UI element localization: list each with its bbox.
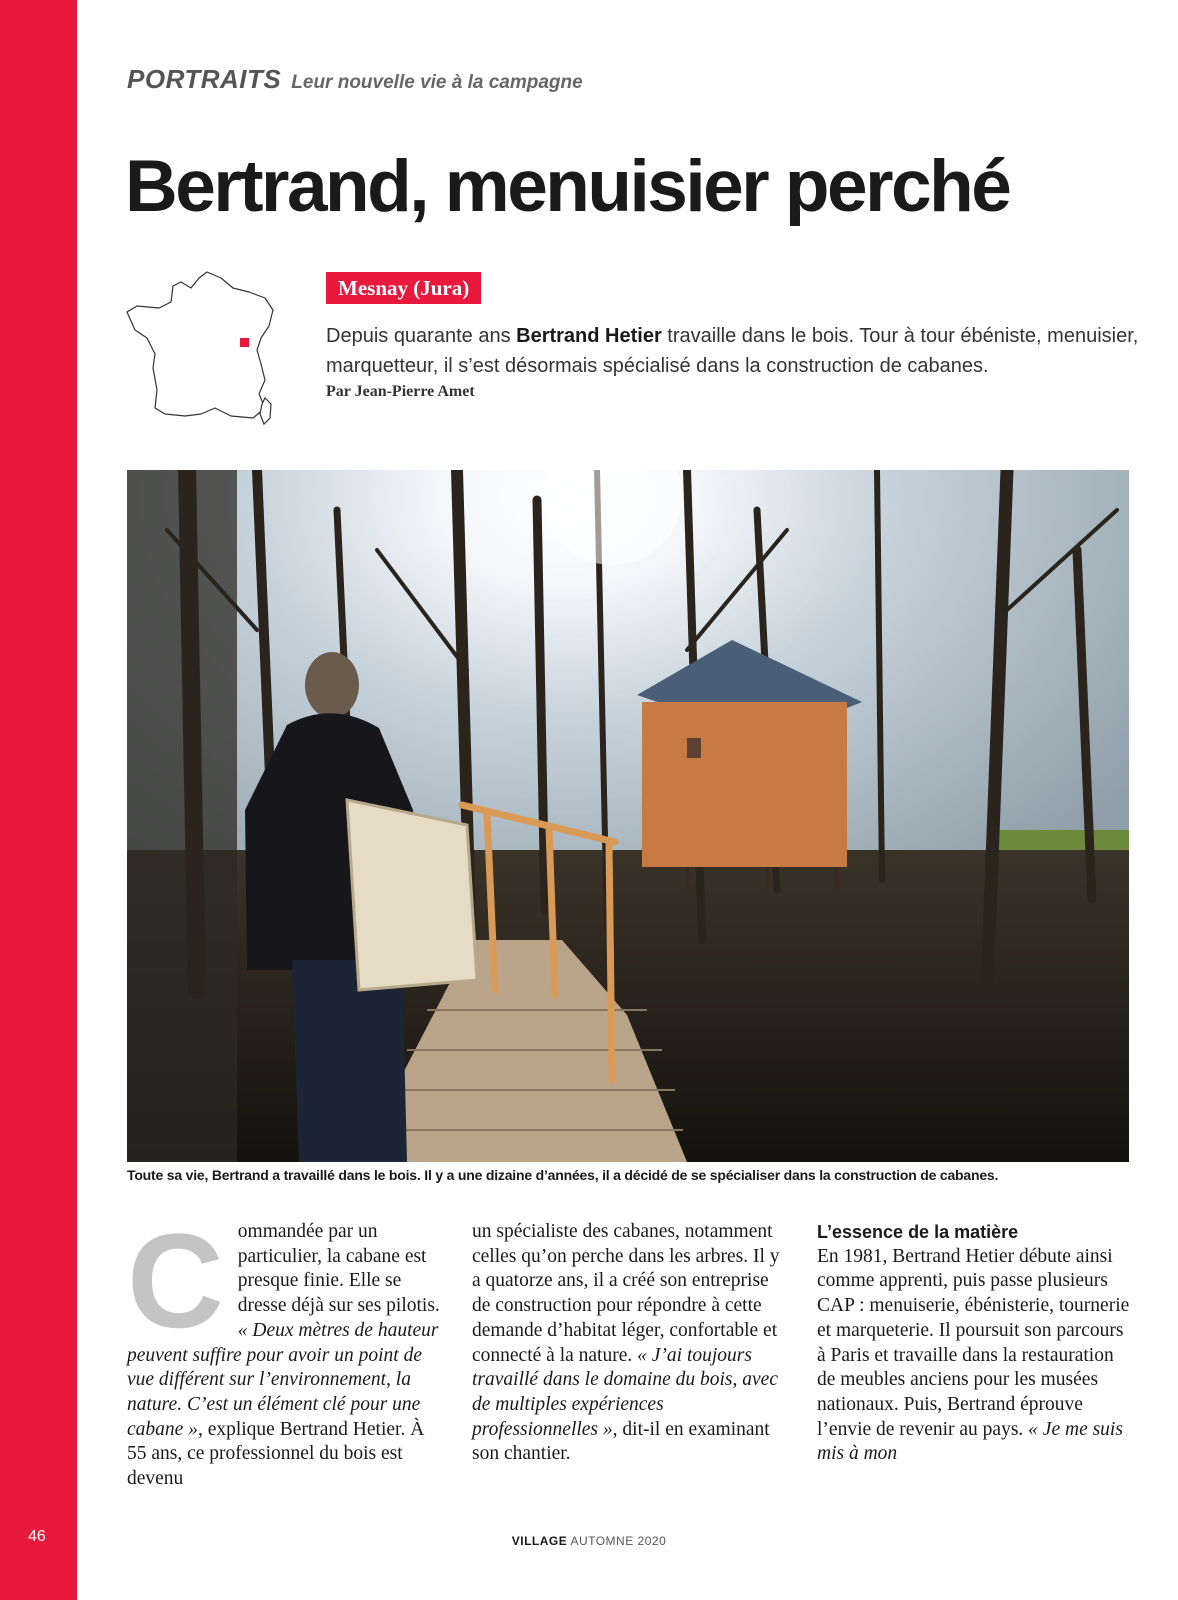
col2-quote: « J’ai toujours travaillé dans le domaine du bois, avec de multiples expériences professionnelles » <box>472 1344 778 1440</box>
col2-text-1: un spécialiste des cabanes, notamment celles qu’on perche dans les arbres. Il y a quatorze ans, il a créé son entreprise de construction pour répondre à cette demande d’habitat léger, confortable et connecté à la nature. <box>472 1221 780 1366</box>
section-header <box>127 64 583 95</box>
article-title: Bertrand, menuisier perché <box>125 146 1010 227</box>
col2-text-2: , dit-il en examinant son chantier. <box>472 1418 770 1465</box>
column-subhead: L’essence de la matière <box>817 1222 1019 1242</box>
section-subtitle: Leur nouvelle vie à la campagne <box>291 72 583 93</box>
byline: Par Jean-Pierre Amet <box>326 383 475 400</box>
col3-text-1: En 1981, Bertrand Hetier débute ainsi comme apprenti, puis passe plusieurs CAP : menuiserie, ébénisterie, tournerie et marqueterie. Il poursuit son parcours à Paris et travaille dans la restauration de meubles anciens pour les musées nationaux. Puis, Bertrand éprouve l’envie de revenir au pays. <box>817 1245 1130 1440</box>
page-footer <box>0 1534 1178 1548</box>
location-marker <box>240 338 249 347</box>
article-column-2 <box>472 1220 787 1467</box>
col3-quote: « Je me suis mis à mon <box>817 1418 1123 1465</box>
magazine-name: VILLAGE <box>511 1534 568 1548</box>
intro-rest: travaille dans le bois. Tour à tour ébéniste, menuisier, marquetteur, il s’est désormais spécialisé dans la construction de cabanes. <box>326 325 1139 377</box>
col1-text-2: , explique Bertrand Hetier. À 55 ans, ce professionnel du bois est devenu <box>127 1418 425 1490</box>
accent-bar <box>0 0 77 1600</box>
issue-label: AUTOMNE 2020 <box>570 1534 667 1548</box>
page-number: 46 <box>28 1528 46 1545</box>
france-map <box>125 268 285 443</box>
location-tag: Mesnay (Jura) <box>326 272 481 304</box>
intro-name: Bertrand Hetier <box>516 325 662 347</box>
article-column-3 <box>817 1220 1132 1467</box>
drop-cap: C <box>127 1207 224 1356</box>
section-label: PORTRAITS <box>127 64 282 94</box>
article-photo <box>127 470 1129 1162</box>
intro-lead: Depuis quarante ans <box>326 325 517 347</box>
col1-text-1: ommandée par un particulier, la cabane est presque finie. Elle se dresse déjà sur ses pilotis. <box>237 1221 440 1317</box>
col1-quote: « Deux mètres de hauteur peuvent suffire pour avoir un point de vue différent sur l’environnement, la nature. C’est un élément clé pour une cabane » <box>127 1319 439 1440</box>
article-column-1 <box>127 1207 442 1492</box>
intro-text <box>326 321 1146 381</box>
photo-caption: Toute sa vie, Bertrand a travaillé dans le bois. Il y a une dizaine d’années, il a décidé de se spécialiser dans la construction de cabanes. <box>127 1167 999 1183</box>
